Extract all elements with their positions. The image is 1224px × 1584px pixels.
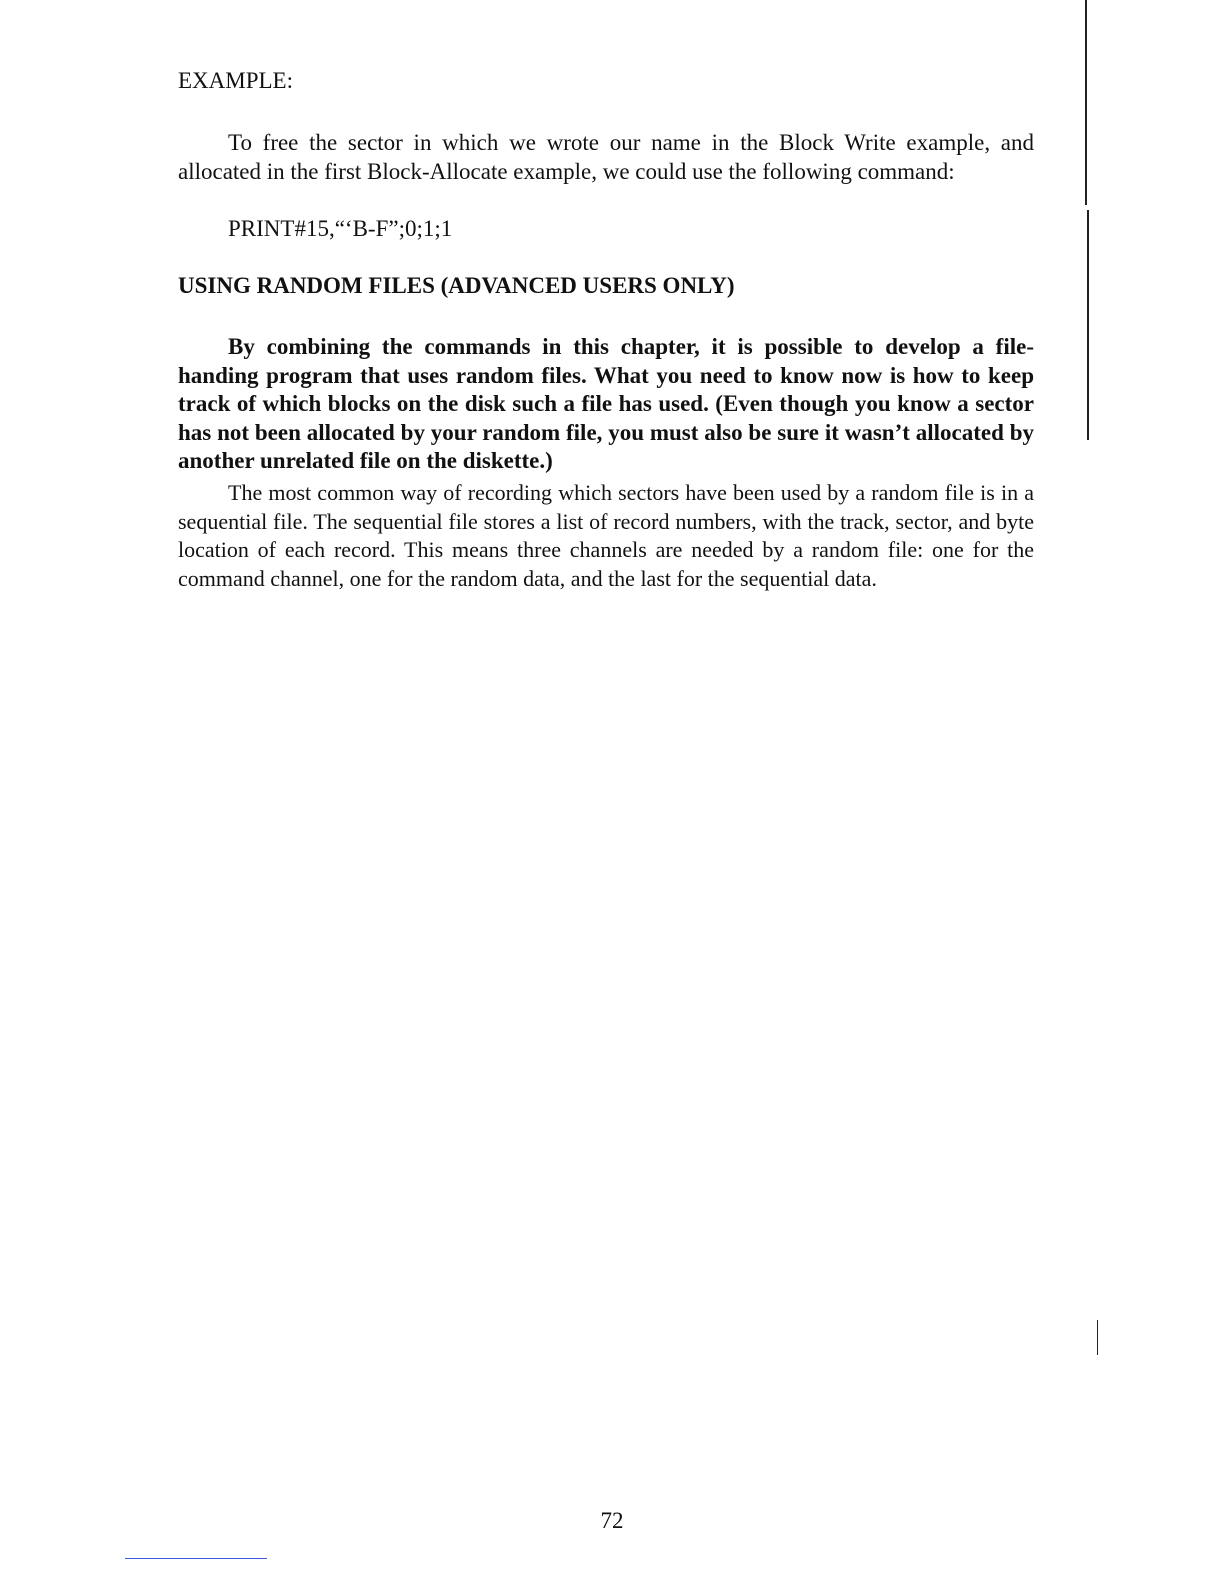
scan-margin-line [1085, 0, 1087, 205]
paragraph-sequential-file: The most common way of recording which sectors have been used by a random file is in a sequential file. The sequential file stores a list of record numbers, with the track, sector, and byte location of each record. This means three channels are needed by a random file: one for the command channel, one for the random data, and the last for the sequential data. [178, 480, 1034, 591]
code-command-line: PRINT#15,“‘B-F”;0;1;1 [228, 216, 453, 241]
example-heading: EXAMPLE: [178, 68, 293, 93]
scan-margin-line [1097, 1320, 1098, 1355]
page-number: 72 [600, 1508, 624, 1533]
paragraph-block-free-example: To free the sector in which we wrote our name in the Block Write example, and allocated in the first Block-Allocate example, we could use the following command: [178, 130, 1034, 184]
section-heading-random-files: USING RANDOM FILES (ADVANCED USERS ONLY) [178, 273, 735, 298]
scan-margin-line [1087, 210, 1089, 440]
paragraph-random-files-intro: By combining the commands in this chapter, it is possible to develop a file-handing program that uses random files. What you need to know now is how to keep track of which blocks on the disk such a file has used. (Even though you know a sector has not been allocated by your random file, you must also be sure it wasn’t allocated by another unrelated file on the diskette.) [178, 334, 1034, 473]
bottom-rule-line [125, 1558, 267, 1559]
